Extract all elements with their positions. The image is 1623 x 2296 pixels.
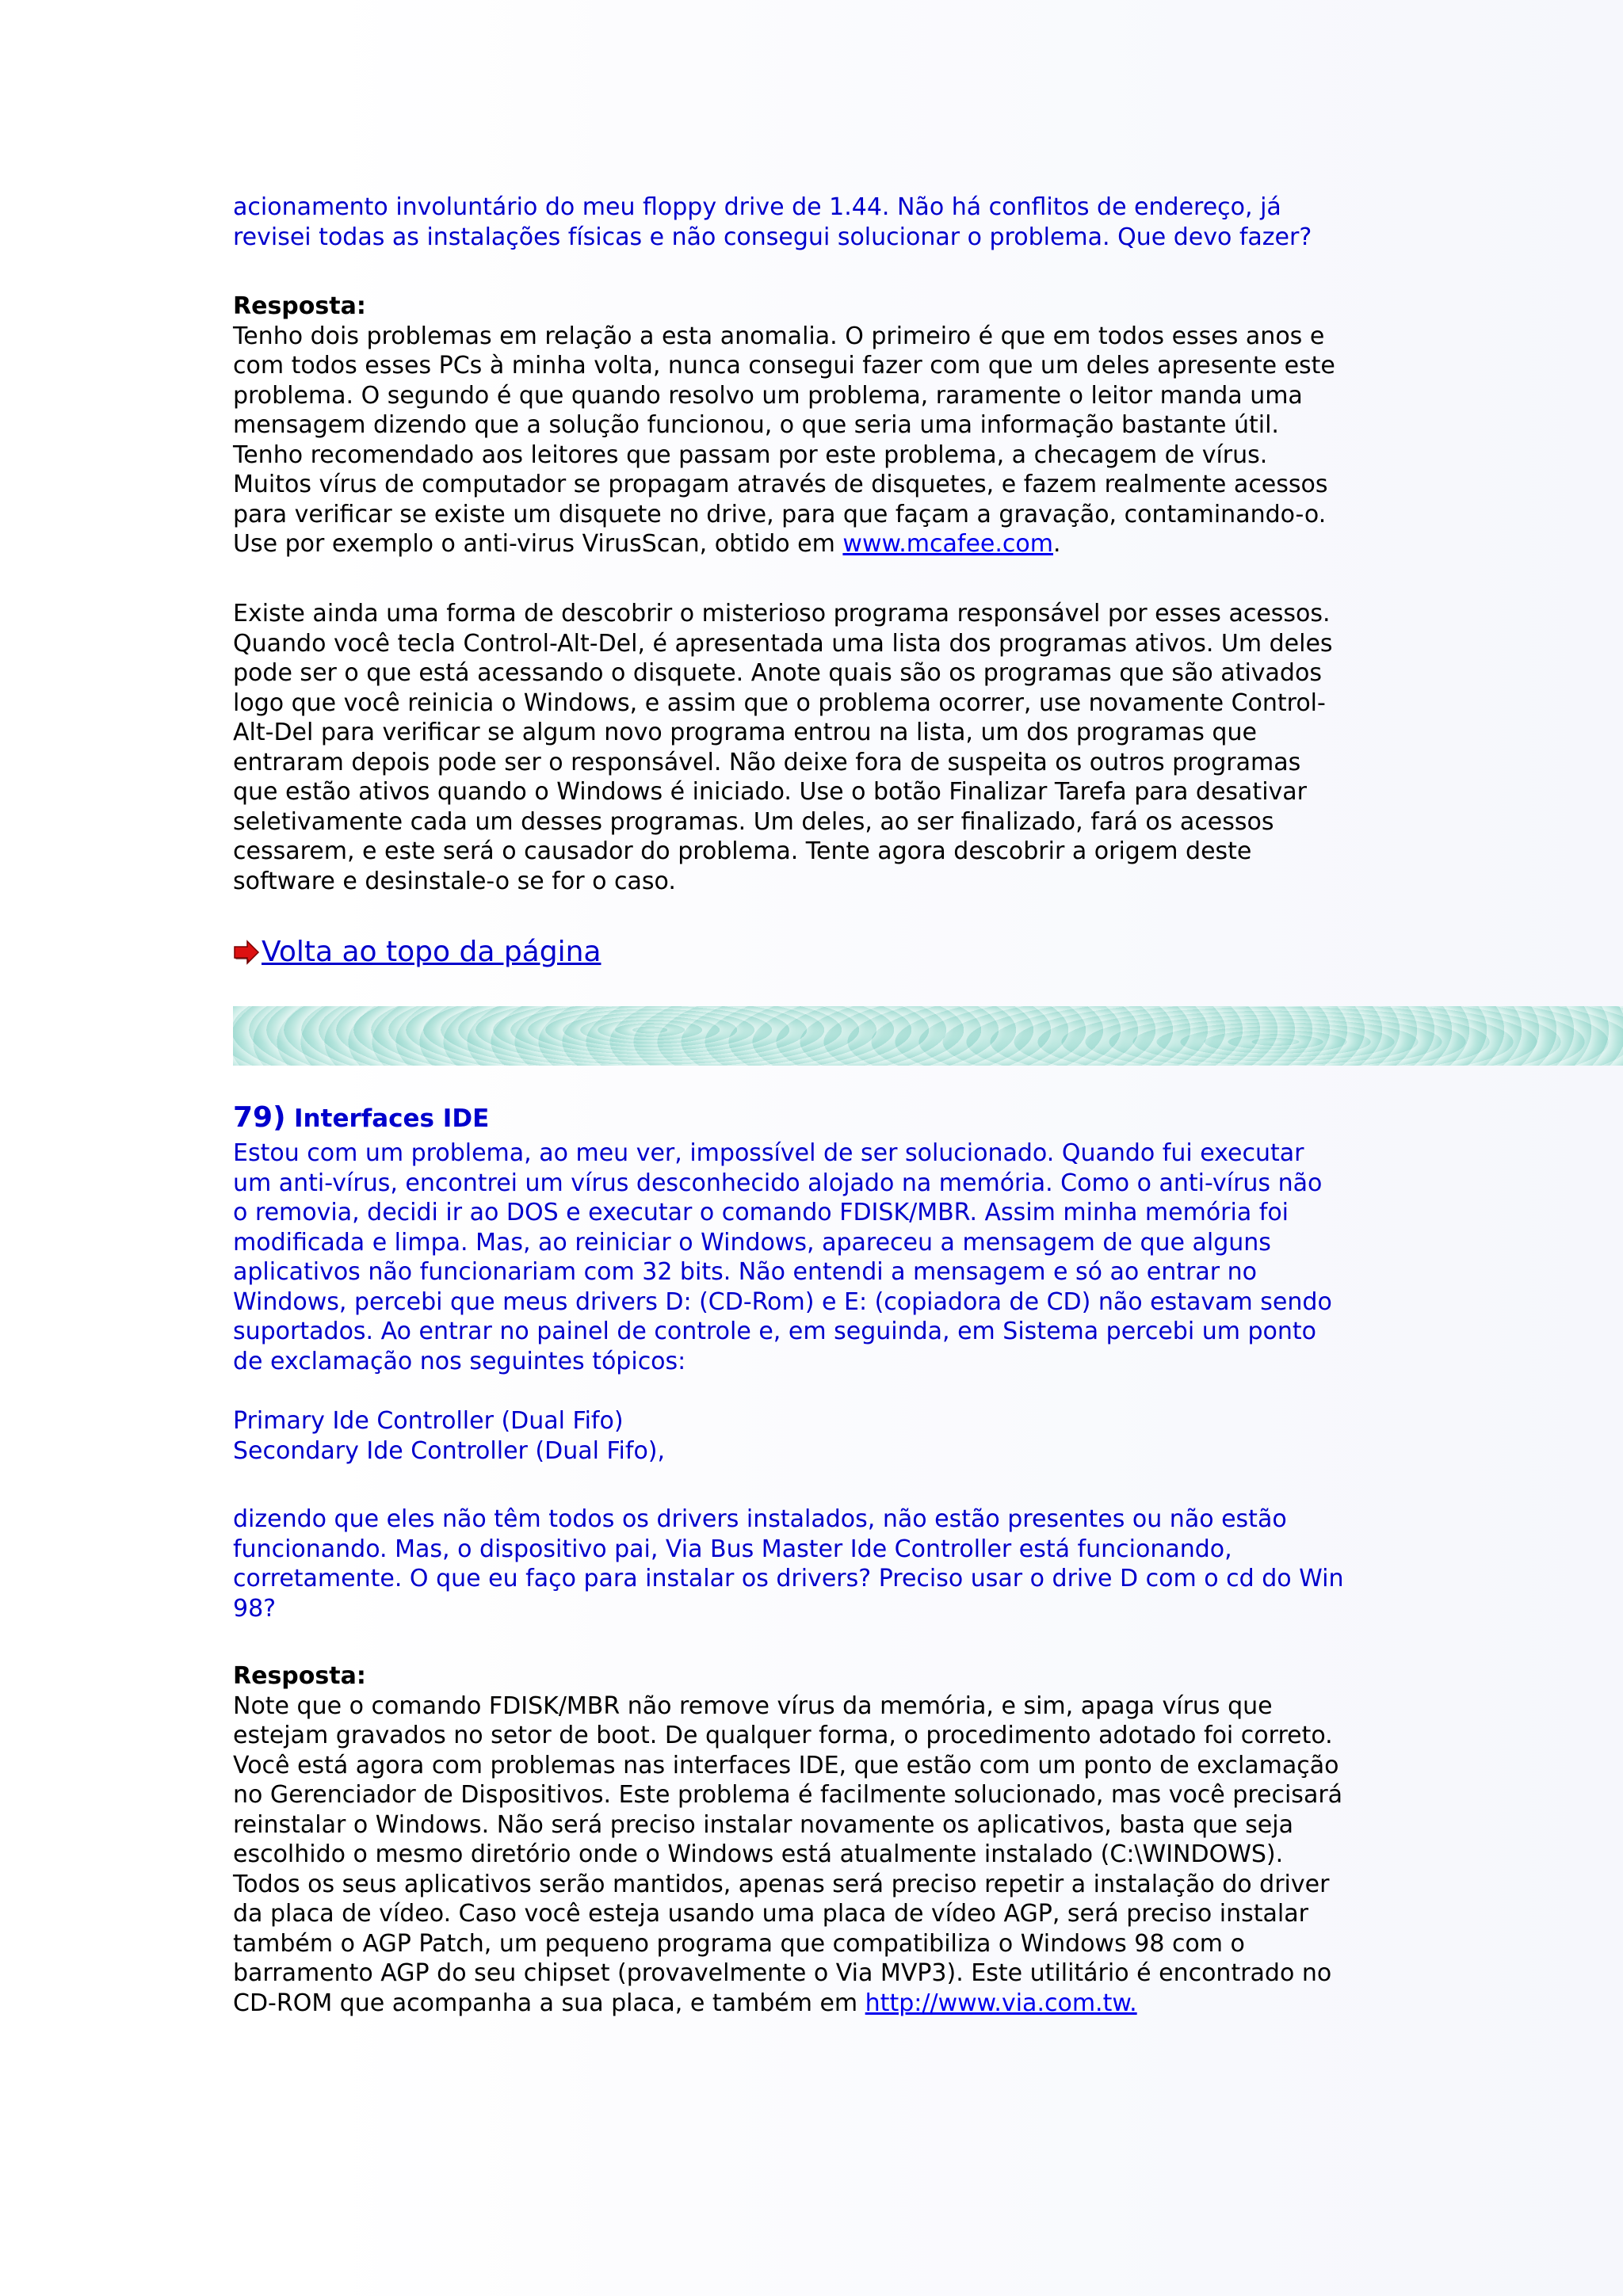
text-line: com todos esses PCs à minha volta, nunca consegui fazer com que um deles apresente este: [233, 352, 1335, 379]
answer-block: [233, 292, 1335, 559]
section-number: 79): [233, 1101, 286, 1134]
answer-label: Resposta:: [233, 1662, 366, 1690]
controller-list: [233, 1406, 665, 1466]
text-line: Você está agora com problemas nas interfaces IDE, que estão com um ponto de exclamação: [233, 1751, 1339, 1779]
list-item: Primary Ide Controller (Dual Fifo): [233, 1407, 624, 1435]
text-line: acionamento involuntário do meu floppy drive de 1.44. Não há conflitos de endereço, já: [233, 193, 1281, 221]
text-line: software e desinstale-o se for o caso.: [233, 867, 676, 895]
text-line: funcionando. Mas, o dispositivo pai, Via Bus Master Ide Controller está funcionando,: [233, 1535, 1232, 1563]
answer-paragraph: [233, 599, 1333, 896]
text-line: estejam gravados no setor de boot. De qualquer forma, o procedimento adotado foi correto.: [233, 1722, 1333, 1749]
text-line: modificada e limpa. Mas, ao reiniciar o Windows, apareceu a mensagem de que alguns: [233, 1228, 1271, 1257]
text-line: [233, 529, 1335, 559]
text-span: Use por exemplo o anti-virus VirusScan, obtido em: [233, 530, 843, 558]
mcafee-link[interactable]: www.mcafee.com: [842, 530, 1053, 558]
question-text: [233, 193, 1312, 252]
text-line: barramento AGP do seu chipset (provavelmente o Via MVP3). Este utilitário é encontrado no: [233, 1959, 1332, 1987]
text-line: um anti-vírus, encontrei um vírus desconhecido alojado na memória. Como o anti-vírus não: [233, 1169, 1323, 1197]
list-item: Secondary Ide Controller (Dual Fifo),: [233, 1436, 666, 1465]
back-to-top-link[interactable]: Volta ao topo da página: [262, 936, 601, 969]
text-line: Quando você tecla Control-Alt-Del, é apresentada uma lista dos programas ativos. Um deles: [233, 629, 1333, 658]
text-line: problema. O segundo é que quando resolvo um problema, raramente o leitor manda uma: [233, 381, 1303, 410]
text-line: Todos os seus aplicativos serão mantidos, apenas será preciso repetir a instalação do driver: [233, 1870, 1330, 1898]
via-link[interactable]: http://www.via.com.tw.: [865, 1989, 1137, 2017]
text-line: entraram depois pode ser o responsável. Não deixe fora de suspeita os outros programas: [233, 748, 1301, 776]
text-line: Estou com um problema, ao meu ver, impossível de ser solucionado. Quando fui executar: [233, 1139, 1304, 1167]
text-line: dizendo que eles não têm todos os drivers instalados, não estão presentes ou não estão: [233, 1505, 1287, 1533]
back-to-top: [233, 929, 601, 976]
text-line: Tenho recomendado aos leitores que passam por este problema, a checagem de vírus.: [233, 441, 1268, 469]
text-line: Existe ainda uma forma de descobrir o misterioso programa responsável por esses acessos.: [233, 600, 1331, 627]
section-heading: [233, 1103, 489, 1135]
text-line: da placa de vídeo. Caso você esteja usando uma placa de vídeo AGP, será preciso instalar: [233, 1900, 1308, 1928]
text-line: pode ser o que está acessando o disquete. Anote quais são os programas que são ativados: [233, 659, 1322, 687]
text-line: revisei todas as instalações físicas e não consegui solucionar o problema. Que devo fazer?: [233, 223, 1312, 251]
text-line: seletivamente cada um desses programas. Um deles, ao ser finalizado, fará os acessos: [233, 807, 1274, 836]
text-line: mensagem dizendo que a solução funcionou, o que seria uma informação bastante útil.: [233, 411, 1279, 439]
text-line: de exclamação nos seguintes tópicos:: [233, 1347, 686, 1375]
text-line: 98?: [233, 1594, 277, 1623]
text-line: reinstalar o Windows. Não será preciso instalar novamente os aplicativos, basta que seja: [233, 1810, 1293, 1839]
red-arrow-icon: [233, 939, 260, 966]
text-line: escolhido o mesmo diretório onde o Windows está atualmente instalado (C:\WINDOWS).: [233, 1840, 1284, 1868]
answer-block: [233, 1661, 1342, 2018]
text-line: suportados. Ao entrar no painel de controle e, em seguinda, em Sistema percebi um ponto: [233, 1318, 1317, 1345]
text-span: CD-ROM que acompanha a sua placa, e também em: [233, 1989, 865, 2017]
text-line: logo que você reinicia o Windows, e assim que o problema ocorrer, use novamente Control-: [233, 688, 1326, 717]
text-span: .: [1052, 530, 1061, 558]
text-line: Windows, percebi que meus drivers D: (CD-Rom) e E: (copiadora de CD) não estavam sendo: [233, 1287, 1332, 1316]
text-line: Note que o comando FDISK/MBR não remove vírus da memória, e sim, apaga vírus que: [233, 1691, 1273, 1720]
text-line: [233, 1989, 1342, 2019]
text-line: para verificar se existe um disquete no drive, para que façam a gravação, contaminando-o.: [233, 500, 1327, 528]
text-line: aplicativos não funcionariam com 32 bits. Não entendi a mensagem e só ao entrar no: [233, 1258, 1257, 1286]
question-text: [233, 1505, 1344, 1623]
water-divider-banner: [233, 1006, 1623, 1066]
text-line: Tenho dois problemas em relação a esta anomalia. O primeiro é que em todos esses anos e: [233, 322, 1325, 350]
text-line: Alt-Del para verificar se algum novo programa entrou na lista, um dos programas que: [233, 719, 1257, 746]
text-line: cessarem, e este será o causador do problema. Tente agora descobrir a origem deste: [233, 837, 1252, 865]
text-line: que estão ativos quando o Windows é iniciado. Use o botão Finalizar Tarefa para desativar: [233, 778, 1307, 806]
text-line: no Gerenciador de Dispositivos. Este problema é facilmente solucionado, mas você precisará: [233, 1781, 1343, 1809]
text-line: também o AGP Patch, um pequeno programa que compatibiliza o Windows 98 com o: [233, 1929, 1245, 1958]
question-text: [233, 1138, 1332, 1376]
text-line: corretamente. O que eu faço para instalar os drivers? Preciso usar o drive D com o cd do Win: [233, 1565, 1344, 1592]
text-line: o removia, decidi ir ao DOS e executar o comando FDISK/MBR. Assim minha memória foi: [233, 1199, 1289, 1226]
answer-label: Resposta:: [233, 292, 366, 320]
text-line: Muitos vírus de computador se propagam através de disquetes, e fazem realmente acessos: [233, 471, 1328, 498]
section-title: Interfaces IDE: [294, 1104, 490, 1133]
